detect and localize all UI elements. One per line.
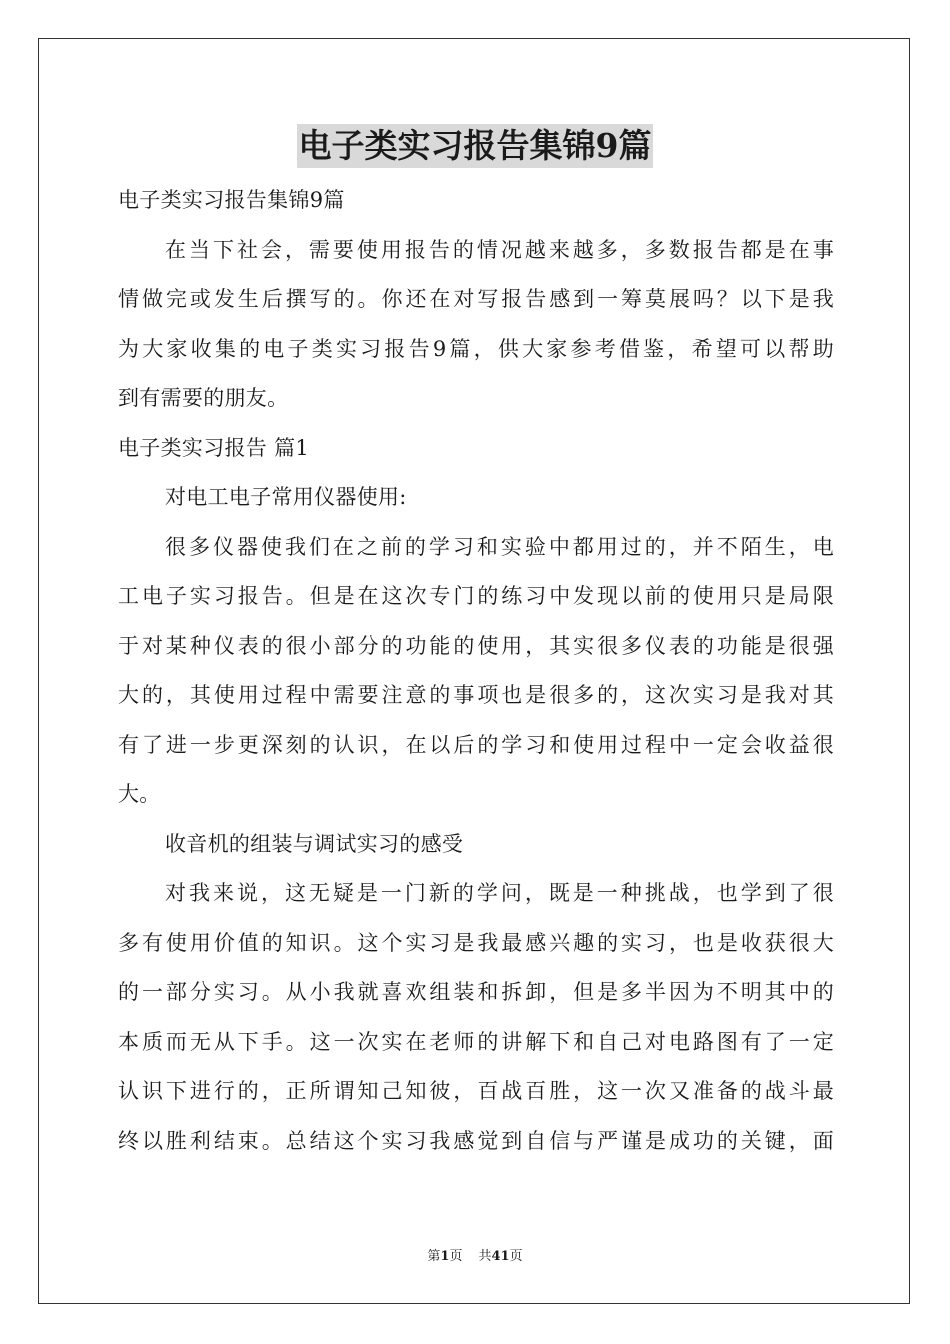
current-page-number: 1 xyxy=(440,1249,450,1264)
body-text-line: 很多仪器使我们在之前的学习和实验中都用过的，并不陌生，电 xyxy=(165,534,834,559)
body-text-line: 情做完或发生后撰写的。你还在对写报告感到一筹莫展吗？以下是我 xyxy=(118,287,834,311)
page-footer xyxy=(0,1248,950,1266)
page-prefix: 第 xyxy=(427,1249,441,1264)
body-text-line: 对我来说，这无疑是一门新的学问，既是一种挑战，也学到了很 xyxy=(165,881,834,905)
document-title: 电子类实习报告集锦9篇 xyxy=(297,124,654,168)
body-text-line: 本质而无从下手。这一次实在老师的讲解下和自己对电路图有了一定 xyxy=(118,1029,834,1054)
body-text-line: 电子类实习报告集锦9篇 xyxy=(118,188,345,212)
body-text-line: 对电工电子常用仪器使用: xyxy=(165,485,407,509)
body-text-line: 的一部分实习。从小我就喜欢组装和拆卸，但是多半因为不明其中的 xyxy=(118,980,834,1004)
body-text-line: 多有使用价值的知识。这个实习是我最感兴趣的实习，也是收获很大 xyxy=(118,930,834,955)
body-text-line: 终以胜利结束。总结这个实习我感觉到自信与严谨是成功的关键，面 xyxy=(118,1128,834,1153)
body-text-line: 到有需要的朋友。 xyxy=(118,386,289,410)
document-body xyxy=(118,176,834,1166)
body-text-line: 有了进一步更深刻的认识，在以后的学习和使用过程中一定会收益很 xyxy=(118,732,834,757)
page-suffix: 页 xyxy=(449,1249,463,1264)
body-text-line: 收音机的组装与调试实习的感受 xyxy=(165,831,464,856)
title-container xyxy=(0,124,950,168)
total-prefix: 共 xyxy=(478,1249,492,1264)
body-text-line: 大。 xyxy=(118,782,161,806)
total-page-count: 41 xyxy=(491,1249,510,1264)
total-suffix: 页 xyxy=(509,1249,523,1264)
body-text-line: 在当下社会，需要使用报告的情况越来越多，多数报告都是在事 xyxy=(165,237,834,262)
body-text-line: 为大家收集的电子类实习报告9篇，供大家参考借鉴，希望可以帮助 xyxy=(118,336,834,361)
body-text-line: 工电子实习报告。但是在这次专门的练习中发现以前的使用只是局限 xyxy=(118,584,834,608)
body-text-line: 电子类实习报告 篇1 xyxy=(118,435,310,460)
body-text-line: 于对某种仪表的很小部分的功能的使用，其实很多仪表的功能是很强 xyxy=(118,633,834,658)
body-text-line: 认识下进行的，正所谓知己知彼，百战百胜，这一次又准备的战斗最 xyxy=(118,1079,834,1103)
body-text-line: 大的，其使用过程中需要注意的事项也是很多的，这次实习是我对其 xyxy=(118,683,834,707)
